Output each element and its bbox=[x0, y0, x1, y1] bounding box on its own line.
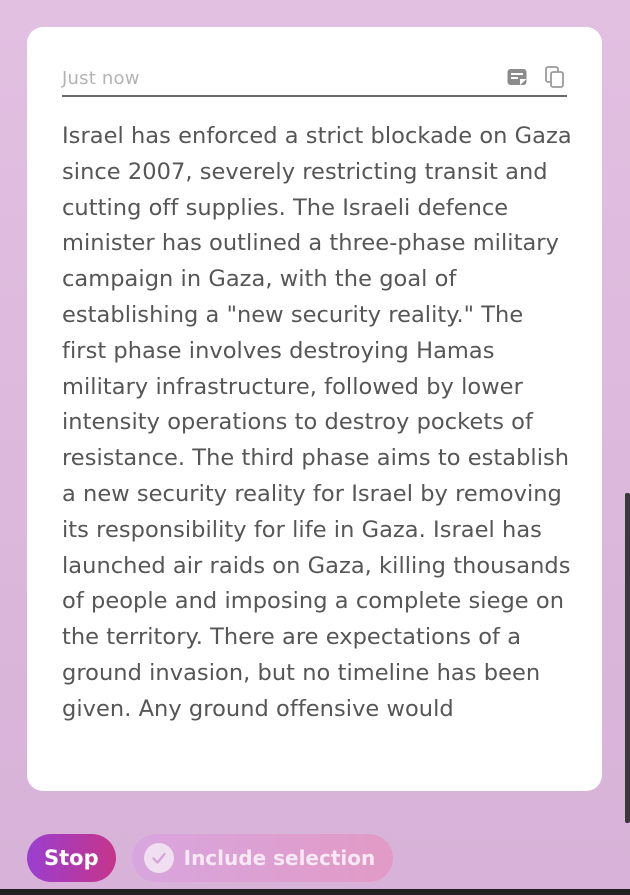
scrollbar[interactable] bbox=[625, 0, 630, 895]
notes-icon[interactable] bbox=[505, 65, 529, 89]
check-circle-icon bbox=[144, 843, 174, 873]
scrollbar-thumb[interactable] bbox=[625, 493, 630, 823]
assistant-message-text: Israel has enforced a strict blockade on Gaza since 2007, severely restricting transit and cutting off supplies. The Israeli defence minister has outlined a three-phase military campaign in Gaza, with the goal of establishing a "new security reality." The first phase involves destroying Hamas military infrastructure, followed by lower intensity operations to destroy pockets of resistance. The third phase aims to establish a new security reality for Israel by removing its responsibility for life in Gaza. Israel has launched air raids on Gaza, killing thousands of people and imposing a complete siege on the territory. There are expectations of a ground invasion, but no timeline has been given. Any ground offensive would bbox=[62, 123, 572, 722]
bottom-divider bbox=[0, 889, 630, 895]
action-bar bbox=[27, 834, 393, 882]
stop-button[interactable] bbox=[27, 834, 116, 882]
timestamp: Just now bbox=[62, 68, 140, 89]
include-selection-label: Include selection bbox=[183, 846, 376, 870]
message-card-header bbox=[62, 68, 567, 97]
include-selection-button[interactable] bbox=[132, 834, 394, 882]
stop-button-label: Stop bbox=[44, 846, 99, 870]
message-actions bbox=[505, 65, 567, 89]
copy-icon[interactable] bbox=[543, 65, 567, 89]
message-card bbox=[27, 27, 602, 791]
